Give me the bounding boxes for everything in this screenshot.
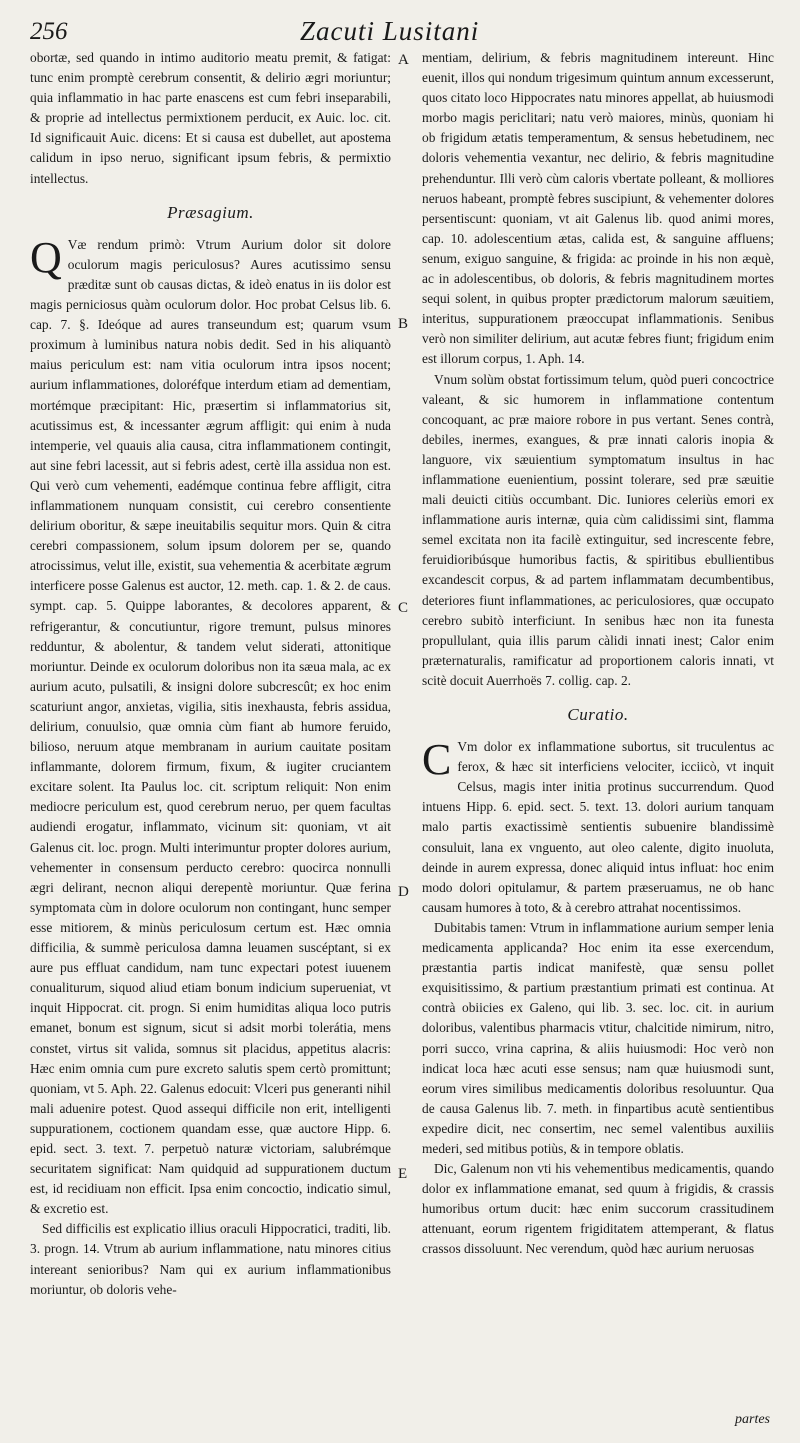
running-head: Zacuti Lusitani — [300, 16, 480, 46]
heading-curatio: Curatio. — [567, 705, 629, 724]
praesagium-paragraph-2: Sed difficilis est explicatio illius oraculi Hippocratici, traditi, lib. 3. progn. 14. Vtrum ab aurium inflammatione, natu minores citius intereant senioribus? Nam qui ex aurium inflammationibus moriuntur, ob doloris vehe- — [30, 1221, 391, 1297]
curatio-paragraph-1 — [422, 737, 774, 918]
margin-letter-c: C — [398, 600, 409, 616]
praesagium-paragraph-1-text: Væ rendum primò: Vtrum Aurium dolor sit dolore oculorum magis periculosus? Aures acutissimo sensu præditæ sunt ob causas dictas, & ideò enatus in iis dolor est magis perniciosus quàm oculorum dolor. Hoc probat Celsus lib. 6. cap. 7. §. Ideóque ad aures transeundum est; quarum vsum proximum à luminibus natura nobis dedit. Sed in his aliquantò maius periculum est: nam vitia oculorum intra ipsos nocent; aurium inflammationes, doloréfque interdum etiam ad dementiam, mortémque præcipitant: Hic, præsertim si inflammatorius sit, acutissimus est, & incessanter ægrum affligit: qui enim à nuda intemperie, vel quauis alia causa, citra inflammationem contingit, aut sine febri lacessit, aut si febris adest, certè illa assidua non est. Qui verò cum vehementi, eadémque continua febre affligit, citra inflammationem nunquam consistit, cui cerebro consentiente delirium oboritur, & sæpe ineuitabilis sequitur mors. Quin & citra cerebri compassionem, solum ipsum dolorem per se, quando atrocissimus, velut ille, existit, sua vehementia & acerbitate ægrum interficere posse Galenus est auctor, 12. meth. cap. 1. & 2. de caus. sympt. cap. 5. Quippe laborantes, & decolores apparent, & refrigerantur, & concutiuntur, rigore tremunt, pulsus minores redduntur, & abolentur, & tandem velut siderati, attonitique moriuntur. Deinde ex oculorum doloribus non ita sæua mala, ac ex aurium acuto, pulsatili, & insigni dolore subcrescût; ex hoc enim scaturiunt angor, anxietas, vigilia, sitis inexhausta, febris assidua, delirium, conuulsio, quæ omnia cùm fiant ab humore feruido, bilioso, neruum atque membranam in aurium cauitate positam inflammante, dolorem firmum, fixum, & iugiter cruciantem excitare solent. Ita Paulus loc. cit. scriptum reliquit: Non enim mediocre periculum est, quod cerebrum neruo, per quem facultas audiendi erogatur, inflammato, vicinum sit: quoniam, vt ait Galenus cit. loc. progn. Multi interimuntur propter dolores aurium, vehementer in consensum perducto cerebro: quocirca nonnulli ægri delirant, necnon aliqui derepentè moriuntur. Quæ ferina symptomata cùm in dolore oculorum non contingant, hunc semper esse mitiorem, & minùs periculosum certum est. Hæc omnia difficilia, & summè periculosa damna leuamen suscéptant, si ex aure pus effluat candidum, nam tunc expectari potest iuuenem conualiturum, siquod aliud etiam bonum indicium superueniat, vt inquit Hippocrat. cit. progn. Si enim humiditas aliqua loco putris emanet, bonum est signum, sicut si adsit morbi tolerátia, mens constet, virtus sit valida, somnus sit placidus, appetitus alacris: Hæc enim omnia cum pure excreto salutis spem certò promittunt; quoniam, vt 5. Aph. 22. Galenus edocuit: Vlceri pus generanti nihil mali aduenire potest. Quod assequi difficile non erit, intelligenti suppurationem, coctionem quandam esse, quæ auctore Hipp. 6. epid. sect. 3. text. 7. perpetuò naturæ victoriam, salubrémque securitatem significat: Nam quidquid ad suppurationem ductum est, id recidiuam non efficit. Ipsa enim concoctio, indicatio simul, & excretio est. — [30, 236, 391, 1217]
vnum-paragraph: Vnum solùm obstat fortissimum telum, quòd pueri concoctrice valeant, & sic humorem in inflammatione contentum concoquant, ac præ maiore robore in pus vertant. Senes contrà, debiles, inermes, exangues, & præ innati caloris inopia & languore, vix sæuientium symptomatum insultus in hac inflammatione euenientium, possint tolerare, sed præ sæuitie mali deuicti citiùs occumbant. Dic. Iuniores celeriùs emori ex inflammatione auris internæ, quia cùm calidissimi sint, flamma semel excitata non ita facilè extinguitur, sed increscente febre, feruidioribúsque humoribus factis, & spiritibus ebullientibus excandescit corpus, & ad partem inflammatam decumbentibus, deteriores fiunt inflammationes, ac periculosiores, quæ occupato cerebro subitò interficiunt. In senibus hæc non ita funesta propullulant, quia illis parum càlidi innati inest; Calor enim præternaturalis, ramificatur ad proportionem caloris innati, vt scitè docuit Auerrhoës 7. collig. cap. 2. — [422, 371, 774, 688]
catchword: partes — [735, 1412, 770, 1427]
dropcap-q: Q — [30, 232, 62, 282]
continuation-paragraph: mentiam, delirium, & febris magnitudinem intereunt. Hinc euenit, illos qui nondum trigesimum quintum annum excesserunt, quos citato loco Hippocrates natu minores appellat, ab huiusmodi morbo magis periclitari; natu verò maiores, minùs, quoniam hi ob frigidum ætatis temperamentum, & sensus hebetudinem, nec doloris vehementia vexantur, nec delirio, & febris magnitudine prehenduntur. Illi verò cùm caloris vbertate polleant, & molliores neruos habeant, promptè febres suscipiunt, & vehementer dolores persentiscunt: quoniam, vt ait Galenus lib. quod animi mores, cap. 10. adolescentium ætas, calida est, & sanguine affluens; senum, exiguo sanguine, & frigida: ac proinde in his non æquè, ac in adolescentibus, ob doloris, & febris magnitudinem mortes sequi solent, in quibus propter prædictorum malorum sæuitiem, interitus, suppurationem præoccupat inflammationis. Senibus verò non similiter delirium, aut acutæ febres fiunt; frigidum enim est illorum corpus, 1. Aph. 14. — [422, 50, 774, 367]
praesagium-paragraph-1 — [30, 232, 391, 1220]
intro-paragraph: obortæ, sed quando in intimo auditorio meatu premit, & fatigat: tunc enim promptè cerebrum consentit, & delirio ægri moriuntur; quia inflammatio in hac parte enascens est cum febri inseparabili, & proprie ad intellectus permixtionem perducit, ex Auic. loc. cit. Id significauit Auic. dicens: Et si causa est dubellet, aut apostema calidum in ipso neruo, significant ipsum febris, & permixtio intellectus. — [30, 50, 391, 186]
margin-letter-b: B — [398, 316, 409, 332]
dic-paragraph: Dic, Galenum non vti his vehementibus medicamentis, quando dolor ex inflammatione emanat, sed quum à frigidis, & crassis humoribus ortum ducit: hæc enim succorum crassitudinem attenuant, eorum rigentem frigiditatem attemperant, & flatus crassos dissoluunt. Nec verendum, quòd hæc aurium neruosas — [422, 1161, 774, 1257]
curatio-paragraph-1-text: Vm dolor ex inflammatione subortus, sit truculentus ac ferox, & hæc sit interficiens velociter, icciicò, vt inquit Celsus, magis inter initia protinus succurrendum. Quod intuens Hipp. 6. epid. sect. 5. text. 13. dolori aurium tanquam malo partis exactissimè sentientis subuenire blandissimè consuluit, lana ex vnguento, aut oleo calente, digito inuoluta, deinde in aurem expressa, donec aliquid intus influat: hoc enim modo dolori opitulamur, & partem præseruamus, ne ob hanc causam humores à toto, & à cerebro attrahat nocentissimos. — [422, 739, 774, 915]
heading-praesagium: Præsagium. — [167, 202, 254, 222]
margin-letter-a: A — [398, 52, 409, 68]
page-number: 256 — [30, 18, 68, 45]
right-column — [422, 48, 774, 1260]
dubitabis-paragraph: Dubitabis tamen: Vtrum in inflammatione aurium semper lenia medicamenta applicanda? Hoc enim ita esse exercendum, præstantia partis indicat manifestè, quæ sensu pollet exquisitissimo, & partium præstantium primati est continua. At contrà obiicies ex Galeno, qui lib. 3. sec. loc. cit. in aurium doloribus, valentibus pharmacis vtitur, chalcitide nimirum, nitro, porri succo, vrina caprina, & aliis huiusmodi: Hoc verò non indicat loca hæc acuti esse sensus; nam quæ huiusmodi sunt, eorum vires similibus medicamentis doloribus resoluuntur. Qua de causa Galenus lib. 7. meth. in finpartibus acutè sentientibus expedire dicit, nec consertim, nec semel valentibus auxiliis mederi, sed mitibus potiùs, & in tempore oblatis. — [422, 919, 774, 1156]
margin-letter-d: D — [398, 884, 409, 900]
margin-letter-e: E — [398, 1166, 408, 1182]
left-column — [30, 48, 391, 1300]
dropcap-c: C — [422, 735, 452, 785]
